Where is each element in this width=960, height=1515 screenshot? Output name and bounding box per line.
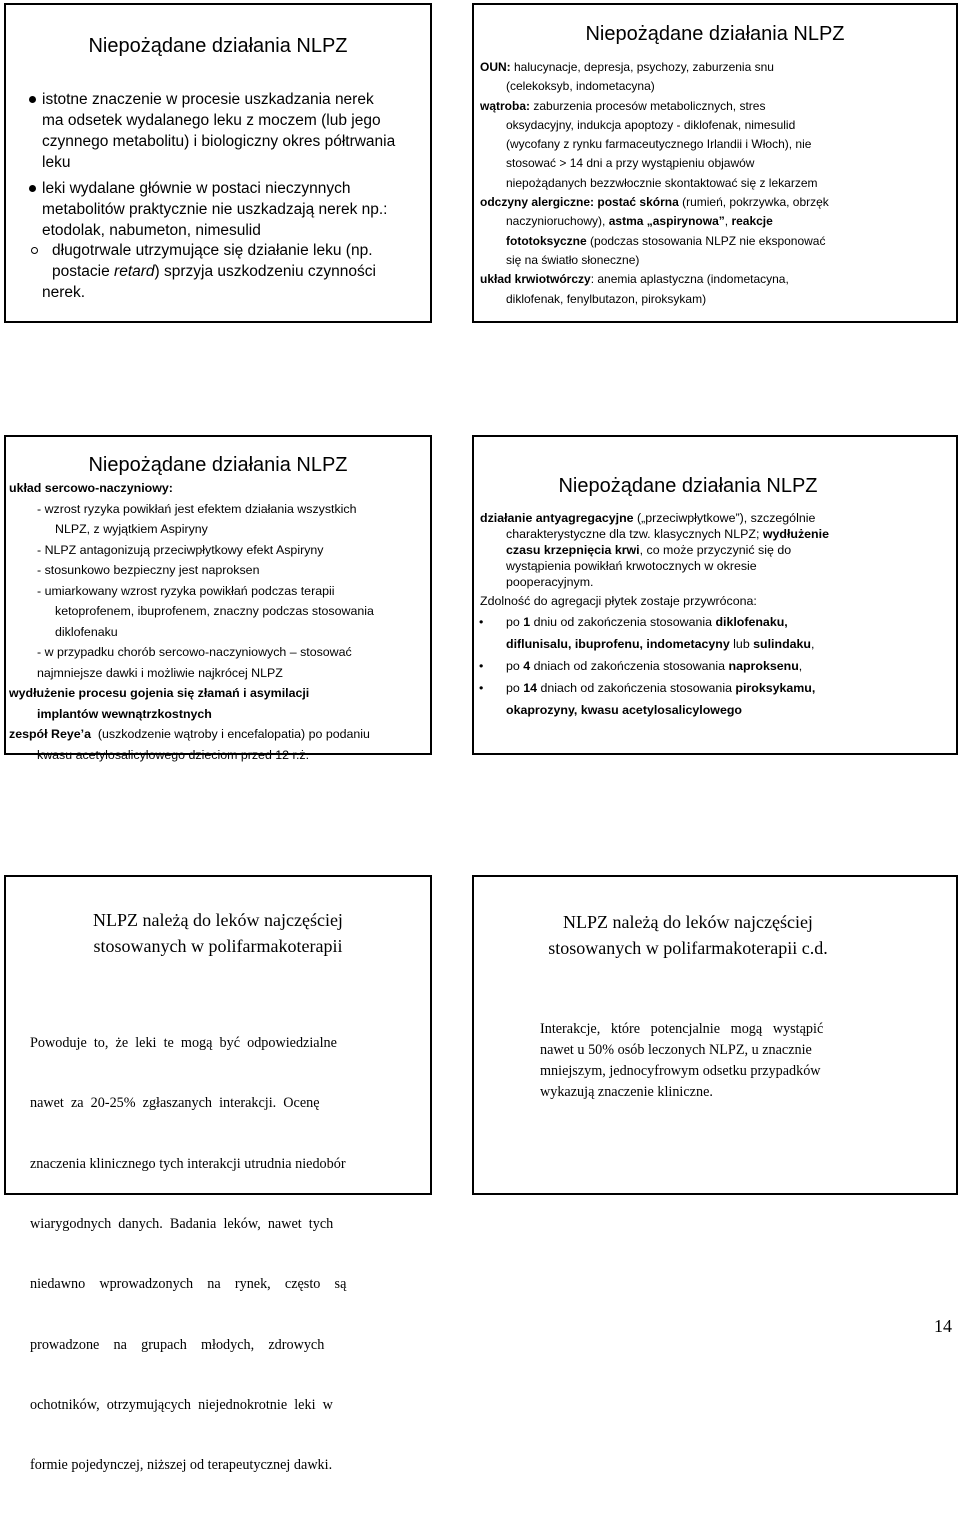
cardio-line-5: - umiarkowany wzrost ryzyka powikłań podczas terapii: [37, 583, 335, 598]
slide-4-title: Niepożądane działania NLPZ: [558, 475, 818, 497]
cardio-line-8: - w przypadku chorób sercowo-naczyniowych – stosować: [37, 645, 352, 659]
slide-1: [4, 3, 432, 323]
antiagg-line-1: działanie antyagregacyjne („przeciwpłytkowe”), szczególnie: [480, 511, 816, 525]
odczyny-cont-3: się na światło słoneczne): [506, 252, 640, 267]
bullet-2-line-3: etodolak, nabumeton, nimesulid: [42, 222, 261, 239]
cardio-line-6: ketoprofenem, ibuprofenem, znaczny podczas stosowania: [55, 604, 374, 618]
oun-line: OUN: halucynacje, depresja, psychozy, zaburzenia snu: [480, 60, 774, 74]
bullet-2-line-2: metabolitów praktycznie nie uszkadzają nerek np.:: [42, 201, 388, 218]
watroba-cont-3: stosować > 14 dni a przy wystąpieniu objawów: [506, 156, 755, 171]
slide-5: [4, 875, 432, 1474]
odczyny-cont-2: fototoksyczne (podczas stosowania NLPZ nie eksponować: [506, 233, 826, 248]
page-number: 14: [934, 1316, 952, 1336]
reye-line: zespół Reye’a (uszkodzenie wątroby i encefalopatia) po podaniu: [9, 727, 370, 741]
slide-5-line-2: nawet za 20-25% zgłaszanych interakcji. Ocenę: [30, 1095, 320, 1112]
cardio-line-2: NLPZ, z wyjątkiem Aspiryny: [55, 522, 208, 536]
bullet-item-3: [42, 240, 376, 303]
bullet-1-line-3: czynnego metabolitu) i biologiczny okres półtrwania: [42, 133, 396, 150]
cardio-line-7: diklofenaku: [55, 624, 118, 639]
slide-6-line-3: mniejszym, jednocyfrowym odsetku przypadków: [540, 1063, 821, 1079]
slide-6: [472, 875, 958, 1195]
restore-item-1-line-1: po 1 dniu od zakończenia stosowania diklofenaku,: [506, 615, 788, 629]
oun-cont: (celekoksyb, indometacyna): [506, 79, 655, 94]
cardio-line-1: - wzrost ryzyka powikłań jest efektem działania wszystkich: [37, 501, 357, 516]
slide-1-title: Niepożądane działania NLPZ: [88, 35, 348, 57]
slide-5-title-line-1: NLPZ należą do leków najczęściej: [93, 910, 343, 930]
slide-6-line-4: wykazują znaczenie kliniczne.: [540, 1084, 713, 1100]
watroba-line: wątroba: zaburzenia procesów metabolicznych, stres: [480, 98, 766, 113]
watroba-cont-2: (wycofany z rynku farmaceutycznego Irlandii i Włoch), nie: [506, 137, 812, 152]
slide-5-title-line-2: stosowanych w polifarmakoterapii: [93, 936, 343, 956]
odczyny-cont-1: naczynioruchowy), astma „aspirynowa”, reakcje: [506, 214, 773, 229]
slide-6-line-1: Interakcje, które potencjalnie mogą wystąpić: [540, 1021, 824, 1037]
retard-term: retard: [114, 263, 155, 280]
bullet-item-2: [42, 178, 388, 241]
slide-2-body: [480, 58, 829, 309]
restore-item-2: po 4 dniach od zakończenia stosowania naproksenu,: [506, 659, 803, 673]
restore-item-3-line-2: okaprozyny, kwasu acetylosalicylowego: [506, 703, 742, 717]
bullet-icon: •: [479, 681, 484, 695]
slide-5-line-8: formie pojedynczej, niższej od terapeutycznej dawki.: [30, 1457, 333, 1474]
antiagg-line-3: czasu krzepnięcia krwi, co może przyczynić się do: [506, 543, 792, 557]
bullet-3-line-3: nerek.: [42, 284, 86, 301]
slide-4: [472, 435, 958, 755]
cardio-heading: układ sercowo-naczyniowy:: [9, 481, 173, 495]
bullet-1-line-4: leku: [42, 154, 71, 171]
odczyny-line: odczyny alergiczne: postać skórna (rumień, pokrzywka, obrzęk: [480, 195, 829, 210]
bullet-item-1: [42, 89, 395, 173]
bullet-3-line-1: długotrwale utrzymujące się działanie leku (np.: [52, 242, 373, 259]
bullet-icon: [29, 185, 36, 192]
uklad-cont: diklofenak, fenylbutazon, piroksykam): [506, 291, 707, 306]
restore-item-1-line-2: diflunisalu, ibuprofenu, indometacyny lub sulindaku,: [506, 637, 815, 651]
bullet-3-line-2: postacie retard) sprzyja uszkodzeniu czynności: [52, 263, 376, 280]
slide-6-title: [474, 909, 902, 961]
fracture-line-2: implantów wewnątrzkostnych: [37, 706, 212, 721]
slide-2: [472, 3, 958, 323]
uklad-line: układ krwiotwórczy: anemia aplastyczna (indometacyna,: [480, 272, 789, 287]
slide-4-body: [480, 510, 829, 609]
slide-6-title-line-1: NLPZ należą do leków najczęściej: [563, 912, 813, 932]
bullet-1-line-2: ma odsetek wydalanego leku z moczem (lub jego: [42, 112, 381, 129]
slide-6-body: [540, 1019, 823, 1103]
slide-3: [4, 435, 432, 762]
bullet-1-line-1: istotne znaczenie w procesie uszkadzania nerek: [42, 91, 374, 108]
slide-5-line-3: znaczenia klinicznego tych interakcji utrudnia niedobór: [30, 1155, 346, 1172]
antiagg-line-4: wystąpienia powikłań krwotocznych w okresie: [506, 559, 757, 573]
antiagg-line-6: Zdolność do agregacji płytek zostaje przywrócona:: [480, 594, 757, 608]
slide-5-line-1: Powoduje to, że leki te mogą być odpowiedzialne: [30, 1035, 337, 1052]
slide-5-line-5: niedawno wprowadzonych na rynek, często są: [30, 1276, 347, 1293]
slide-5-line-4: wiarygodnych danych. Badania leków, nawet tych: [30, 1216, 334, 1233]
slide-2-title: Niepożądane działania NLPZ: [585, 23, 845, 45]
bullet-icon: [29, 96, 36, 103]
cardio-line-4: - stosunkowo bezpieczny jest naproksen: [37, 563, 260, 577]
restore-item-3-line-1: po 14 dniach od zakończenia stosowania piroksykamu,: [506, 681, 816, 695]
bullet-icon: •: [479, 659, 484, 673]
slide-6-line-2: nawet u 50% osób leczonych NLPZ, u znacznie: [540, 1042, 812, 1058]
cardio-line-9: najmniejsze dawki i możliwie najkrócej NLPZ: [37, 665, 283, 680]
fracture-line-1: wydłużenie procesu gojenia się złamań i asymilacji: [9, 686, 310, 700]
bullet-icon: [31, 247, 38, 254]
slide-5-line-7: ochotników, otrzymujących niejednokrotnie leki w: [30, 1396, 333, 1413]
antiagg-line-2: charakterystyczne dla tzw. klasycznych NLPZ; wydłużenie: [506, 527, 829, 541]
slide-5-title: [6, 907, 430, 959]
slide-5-line-6: prowadzone na grupach młodych, zdrowych: [30, 1336, 325, 1353]
slide-4-list: [474, 611, 815, 721]
antiagg-line-5: pooperacyjnym.: [506, 575, 594, 589]
slide-6-title-line-2: stosowanych w polifarmakoterapii c.d.: [548, 938, 828, 958]
cardio-line-3: - NLPZ antagonizują przeciwpłytkowy efekt Aspiryny: [37, 542, 324, 557]
watroba-cont-4: niepożądanych bezzwłocznie skontaktować się z lekarzem: [506, 175, 818, 190]
bullet-2-line-1: leki wydalane głównie w postaci nieczynnych: [42, 180, 351, 197]
bullet-icon: •: [479, 615, 484, 629]
slide-3-body: [9, 478, 374, 765]
slide-5-body: [30, 993, 346, 1515]
watroba-cont-1: oksydacyjny, indukcja apoptozy - diklofenak, nimesulid: [506, 117, 796, 132]
slide-3-title: Niepożądane działania NLPZ: [88, 454, 348, 476]
reye-cont: kwasu acetylosalicylowego dzieciom przed 12 r.ż.: [37, 747, 310, 762]
